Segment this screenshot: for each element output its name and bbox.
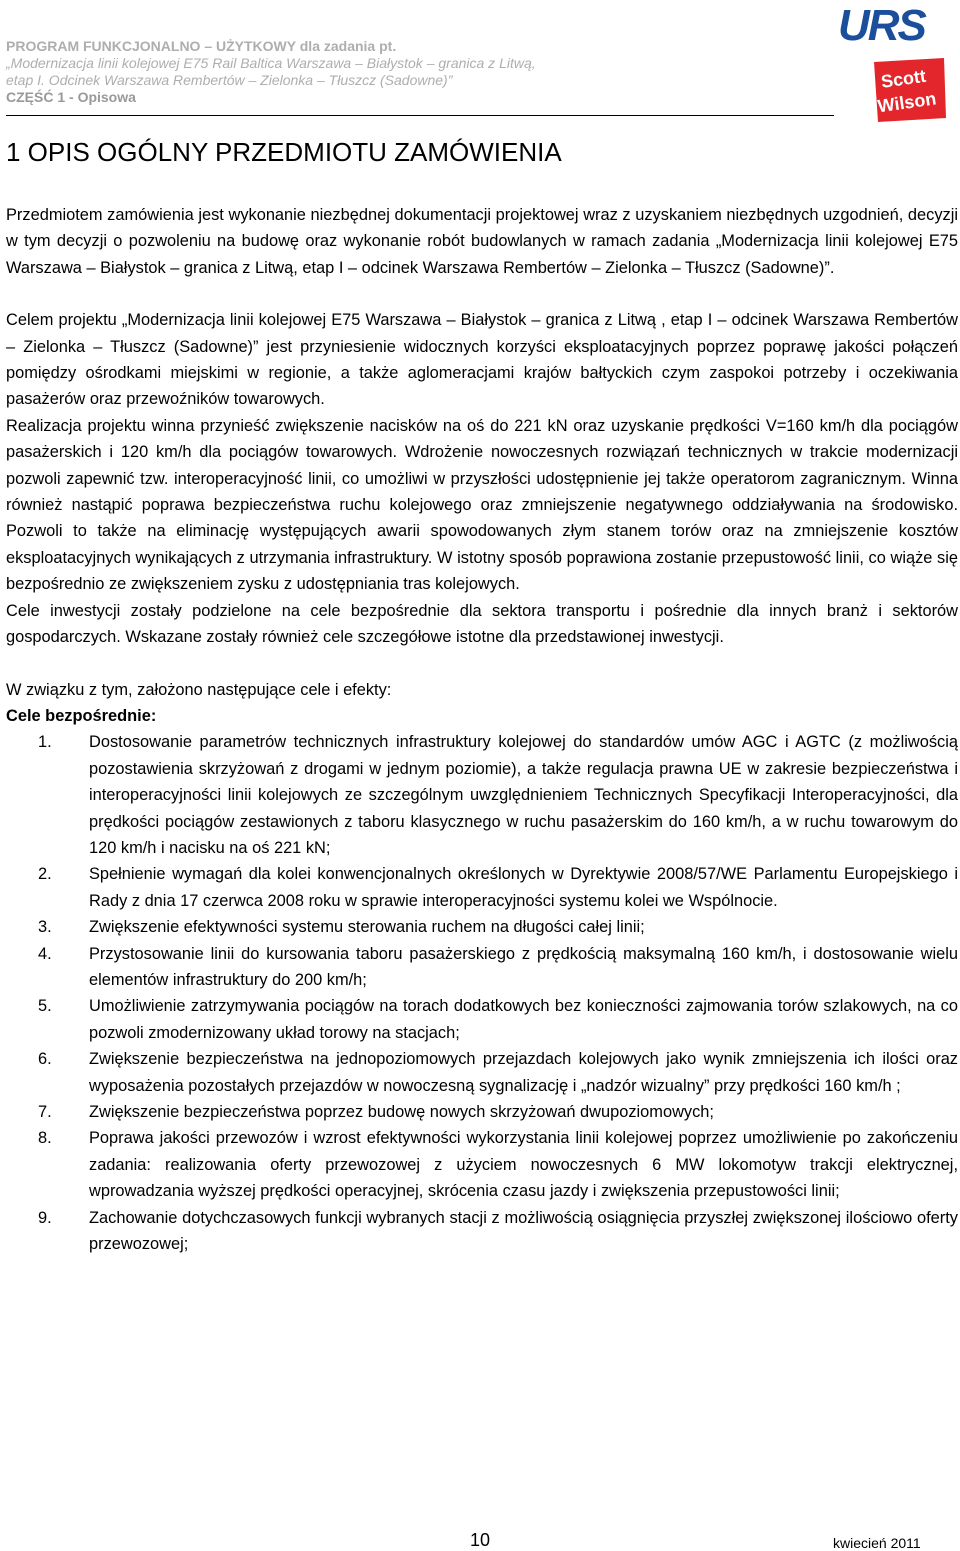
list-item-number: 3. — [38, 918, 52, 937]
footer-date: kwiecień 2011 — [833, 1535, 921, 1551]
header-part: CZĘŚĆ 1 - Opisowa — [6, 89, 136, 105]
list-item — [6, 993, 958, 1046]
logos — [838, 1, 956, 128]
list-item-number: 4. — [38, 944, 52, 963]
list-item — [6, 729, 958, 861]
scott-text: Scott — [879, 65, 928, 92]
list-item-number: 8. — [38, 1129, 52, 1148]
paragraph-realization: Realizacja projektu winna przynieść zwiększenie nacisków na oś do 221 kN oraz uzyskanie prędkości V=160 km/h dla pociągów pasażerskich i 120 km/h dla pociągów towarowych. Wdrożenie nowoczesnych rozwiązań technicznych w trakcie modernizacji pozwoli zapewnić tzw. interoperacyjność linii, co umożliwi w przyszłości udostępnienie jej także operatorom zagranicznym. Winna również nastąpić poprawa bezpieczeństwa ruchu kolejowego oraz zmniejszenie negatywnego oddziaływania na środowisko. Pozwoli to także na eliminację występujących awarii spowodowanych złym stanem torów oraz na zmniejszenie kosztów eksploatacyjnych wynikających z utrzymania infrastruktury. W istotny sposób poprawiona zostanie przepustowość linii, co wiąże się bezpośrednio ze zwiększeniem zysku z udostępniania tras kolejowych. — [6, 416, 958, 594]
list-item-text: Zachowanie dotychczasowych funkcji wybranych stacji z możliwością osiągnięcia przyszłej zwiększonej ilościowo oferty przewozowej; — [89, 1208, 958, 1254]
list-item-number: 1. — [38, 733, 52, 752]
list-item — [6, 1205, 958, 1258]
wilson-text: Wilson — [876, 88, 938, 117]
list-item-number: 9. — [38, 1208, 52, 1227]
list-item — [6, 914, 958, 940]
list-item — [6, 941, 958, 994]
list-item-number: 5. — [38, 997, 52, 1016]
list-item-text: Zwiększenie bezpieczeństwa poprzez budowę nowych skrzyżowań dwupoziomowych; — [89, 1103, 714, 1121]
header-divider — [6, 115, 834, 116]
section-title: 1 OPIS OGÓLNY PRZEDMIOTU ZAMÓWIENIA — [6, 137, 562, 167]
list-item-text: Zwiększenie bezpieczeństwa na jednopoziomowych przejazdach kolejowych jako wynik zmniejszenia ich ilości oraz wyposażenia pozostałych przejazdów w nowoczesną sygnalizację i „nadzór wizualny” przy prędkości 160 km/h ; — [89, 1050, 958, 1095]
list-item-number: 6. — [38, 1050, 52, 1069]
header-program: PROGRAM FUNKCJONALNO – UŻYTKOWY dla zadania pt. — [6, 38, 397, 54]
list-item-text: Zwiększenie efektywności systemu sterowania ruchem na długości całej linii; — [89, 918, 645, 937]
paragraph-goal: Celem projektu „Modernizacja linii kolejowej E75 Warszawa – Białystok – granica z Litwą , etap I – odcinek Warszawa Rembertów – Zielonka – Tłuszcz (Sadowne)” jest przyniesienie widocznych korzyści eksploatacyjnych poprzez poprawę jakości połączeń pomiędzy ośrodkami miejskimi w regionie, a także aglomeracjami krajów bałtyckich czym zaspokoi potrzeby i oczekiwania pasażerów oraz przewoźników towarowych. — [6, 311, 958, 409]
list-item-text: Poprawa jakości przewozów i wzrost efektywności wykorzystania linii kolejowej poprzez umożliwienie po zakończeniu zadania: realizowania oferty przewozowej z użyciem nowoczesnych 6 MW lokomotyw trakcji elektrycznej, wprowadzania wyższej prędkości operacyjnej, skrócenia czasu jazdy i zwiększenia przepustowości linii; — [89, 1129, 958, 1201]
list-item-number: 7. — [38, 1103, 52, 1121]
list-item — [6, 1125, 958, 1204]
document-body — [6, 202, 958, 1257]
list-item — [6, 861, 958, 914]
document-header — [6, 38, 834, 106]
goals-intro: W związku z tym, założono następujące cele i efekty: — [6, 680, 392, 699]
scott-wilson-logo — [870, 56, 948, 124]
list-item-text: Przystosowanie linii do kursowania taboru pasażerskiego z prędkością maksymalną 160 km/h, i dostosowanie wielu elementów infrastruktury do 200 km/h; — [89, 944, 958, 989]
header-section: etap I. Odcinek Warszawa Rembertów – Zielonka – Tłuszcz (Sadowne)” — [6, 72, 453, 88]
paragraph-subject: Przedmiotem zamówienia jest wykonanie niezbędnej dokumentacji projektowej wraz z uzyskaniem niezbędnych uzgodnień, decyzji w tym decyzji o pozwoleniu na budowę oraz wykonanie robót budowlanych w ramach zadania „Modernizacja linii kolejowej E75 Warszawa – Białystok – granica z Litwą, etap I – odcinek Warszawa Rembertów – Zielonka – Tłuszcz (Sadowne)”. — [6, 206, 958, 277]
list-item-number: 2. — [38, 865, 52, 884]
paragraph-investment: Cele inwestycji zostały podzielone na cele bezpośrednie dla sektora transportu i pośrednie dla innych branż i sektorów gospodarczych. Wskazane zostały również cele szczegółowe istotne dla przedstawionej inwestycji. — [6, 601, 958, 647]
list-item-text: Umożliwienie zatrzymywania pociągów na torach dodatkowych bez konieczności zajmowania torów szlakowych, na co pozwoli zmodernizowany układ torowy na stacjach; — [89, 997, 958, 1042]
list-item-text: Dostosowanie parametrów technicznych infrastruktury kolejowej do standardów umów AGC i AGTC (z możliwością pozostawienia skrzyżowań z drogami w jednym poziomie), a także regulacja prawna UE w zakresie bezpieczeństwa i interoperacyjności linii kolejowych ze szczególnym uwzględnieniem Technicznych Specyfikacji Interoperacyjności, dla prędkości pociągów zestawionych z taboru klasycznego w ruchu pasażerskim do 160 km/h, a w ruchu towarowym do 120 km/h i nacisku na oś 221 kN; — [89, 733, 958, 857]
list-item-text: Spełnienie wymagań dla kolei konwencjonalnych określonych w Dyrektywie 2008/57/WE Parlamentu Europejskiego i Rady z dnia 17 czerwca 2008 roku w sprawie interoperacyjności systemu kolei we Wspólnocie. — [89, 865, 958, 910]
list-item — [6, 1046, 958, 1099]
goals-list — [6, 729, 958, 1257]
goals-heading: Cele bezpośrednie: — [6, 706, 157, 725]
urs-logo: URS — [838, 1, 925, 50]
list-item — [6, 1099, 958, 1125]
page-number: 10 — [470, 1530, 491, 1550]
header-task-title: „Modernizacja linii kolejowej E75 Rail Baltica Warszawa – Białystok – granica z Litwą, — [6, 55, 536, 71]
